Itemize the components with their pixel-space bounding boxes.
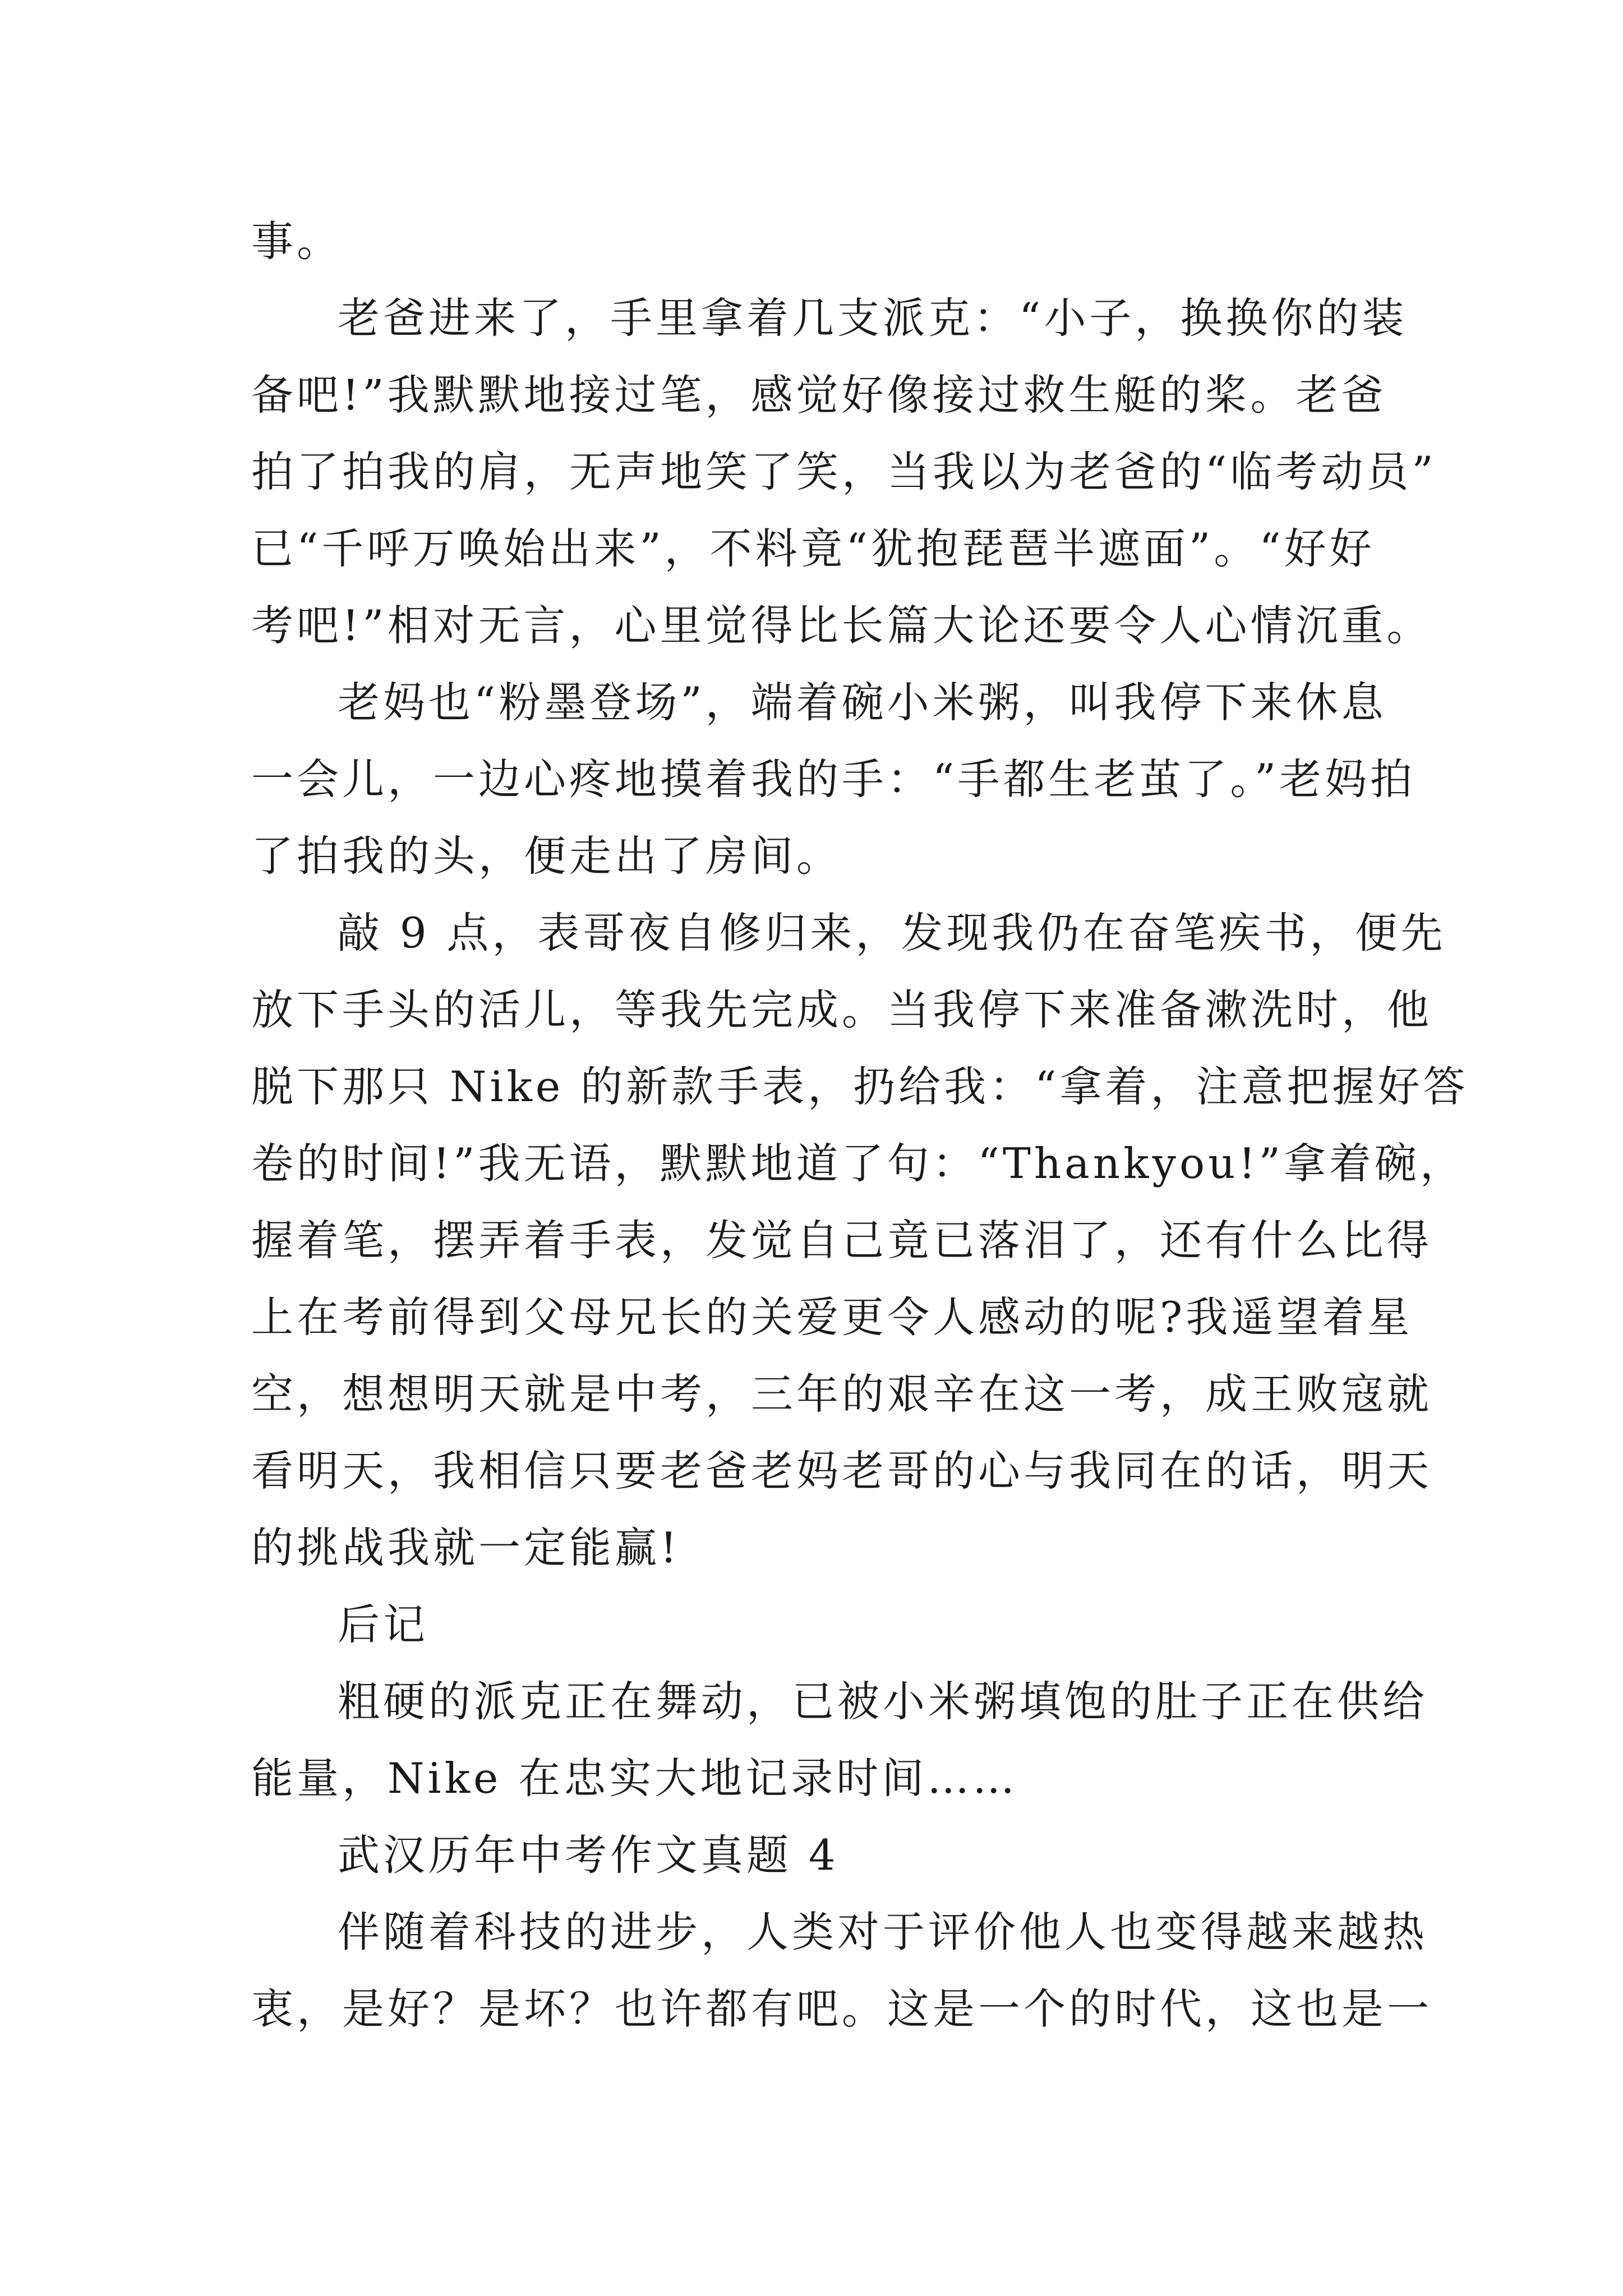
- text-line: 卷的时间!”我无语，默默地道了句：“Thankyou!”拿着碗，: [251, 1139, 1465, 1188]
- text-line: 备吧!”我默默地接过笔，感觉好像接过救生艇的桨。老爸: [251, 370, 1387, 420]
- text-line: 粗硬的派克正在舞动，已被小米粥填饱的肚子正在供给: [338, 1677, 1428, 1726]
- text-line: 上在考前得到父母兄长的关爱更令人感动的呢?我遥望着星: [251, 1292, 1413, 1342]
- text-line: 考吧!”相对无言，心里觉得比长篇大论还要令人心情沉重。: [251, 601, 1432, 650]
- text-line: 放下手头的活儿，等我先完成。当我停下来准备漱洗时，他: [251, 985, 1433, 1034]
- text-line: 一会儿，一边心疼地摸着我的手：“手都生老茧了。”老妈拍: [251, 754, 1416, 804]
- text-line: 伴随着科技的进步，人类对于评价他人也变得越来越热: [338, 1907, 1428, 1957]
- text-line: 拍了拍我的肩，无声地笑了笑，当我以为老爸的“临考动员”: [251, 447, 1437, 496]
- text-line: 衷，是好？是坏？也许都有吧。这是一个的时代，这也是一: [251, 1984, 1433, 2033]
- text-line: 看明天，我相信只要老爸老妈老哥的心与我同在的话，明天: [251, 1446, 1433, 1496]
- text-line: 敲 9 点，表哥夜自修归来，发现我仍在奋笔疾书，便先: [338, 908, 1446, 958]
- article-body: [251, 203, 1469, 2047]
- text-line: 脱下那只 Nike 的新款手表，扔给我：“拿着，注意把握好答: [251, 1062, 1469, 1111]
- text-line: 能量，Nike 在忠实大地记录时间……: [251, 1754, 1018, 1803]
- text-line: 已“千呼万唤始出来”，不料竟“犹抱琵琶半遮面”。“好好: [251, 524, 1375, 573]
- text-line: 事。: [251, 217, 343, 266]
- text-line: 后记: [338, 1600, 429, 1649]
- text-line: 老妈也“粉墨登场”，端着碗小米粥，叫我停下来休息: [338, 678, 1387, 727]
- text-line: 武汉历年中考作文真题 4: [338, 1830, 839, 1880]
- text-line: 握着笔，摆弄着手表，发觉自己竟已落泪了，还有什么比得: [251, 1216, 1433, 1265]
- text-line: 空，想想明天就是中考，三年的艰辛在这一考，成王败寇就: [251, 1369, 1433, 1419]
- text-line: 的挑战我就一定能赢!: [251, 1523, 681, 1572]
- text-line: 了拍我的头，便走出了房间。: [251, 831, 842, 881]
- text-line: 老爸进来了，手里拿着几支派克：“小子，换换你的装: [338, 293, 1408, 343]
